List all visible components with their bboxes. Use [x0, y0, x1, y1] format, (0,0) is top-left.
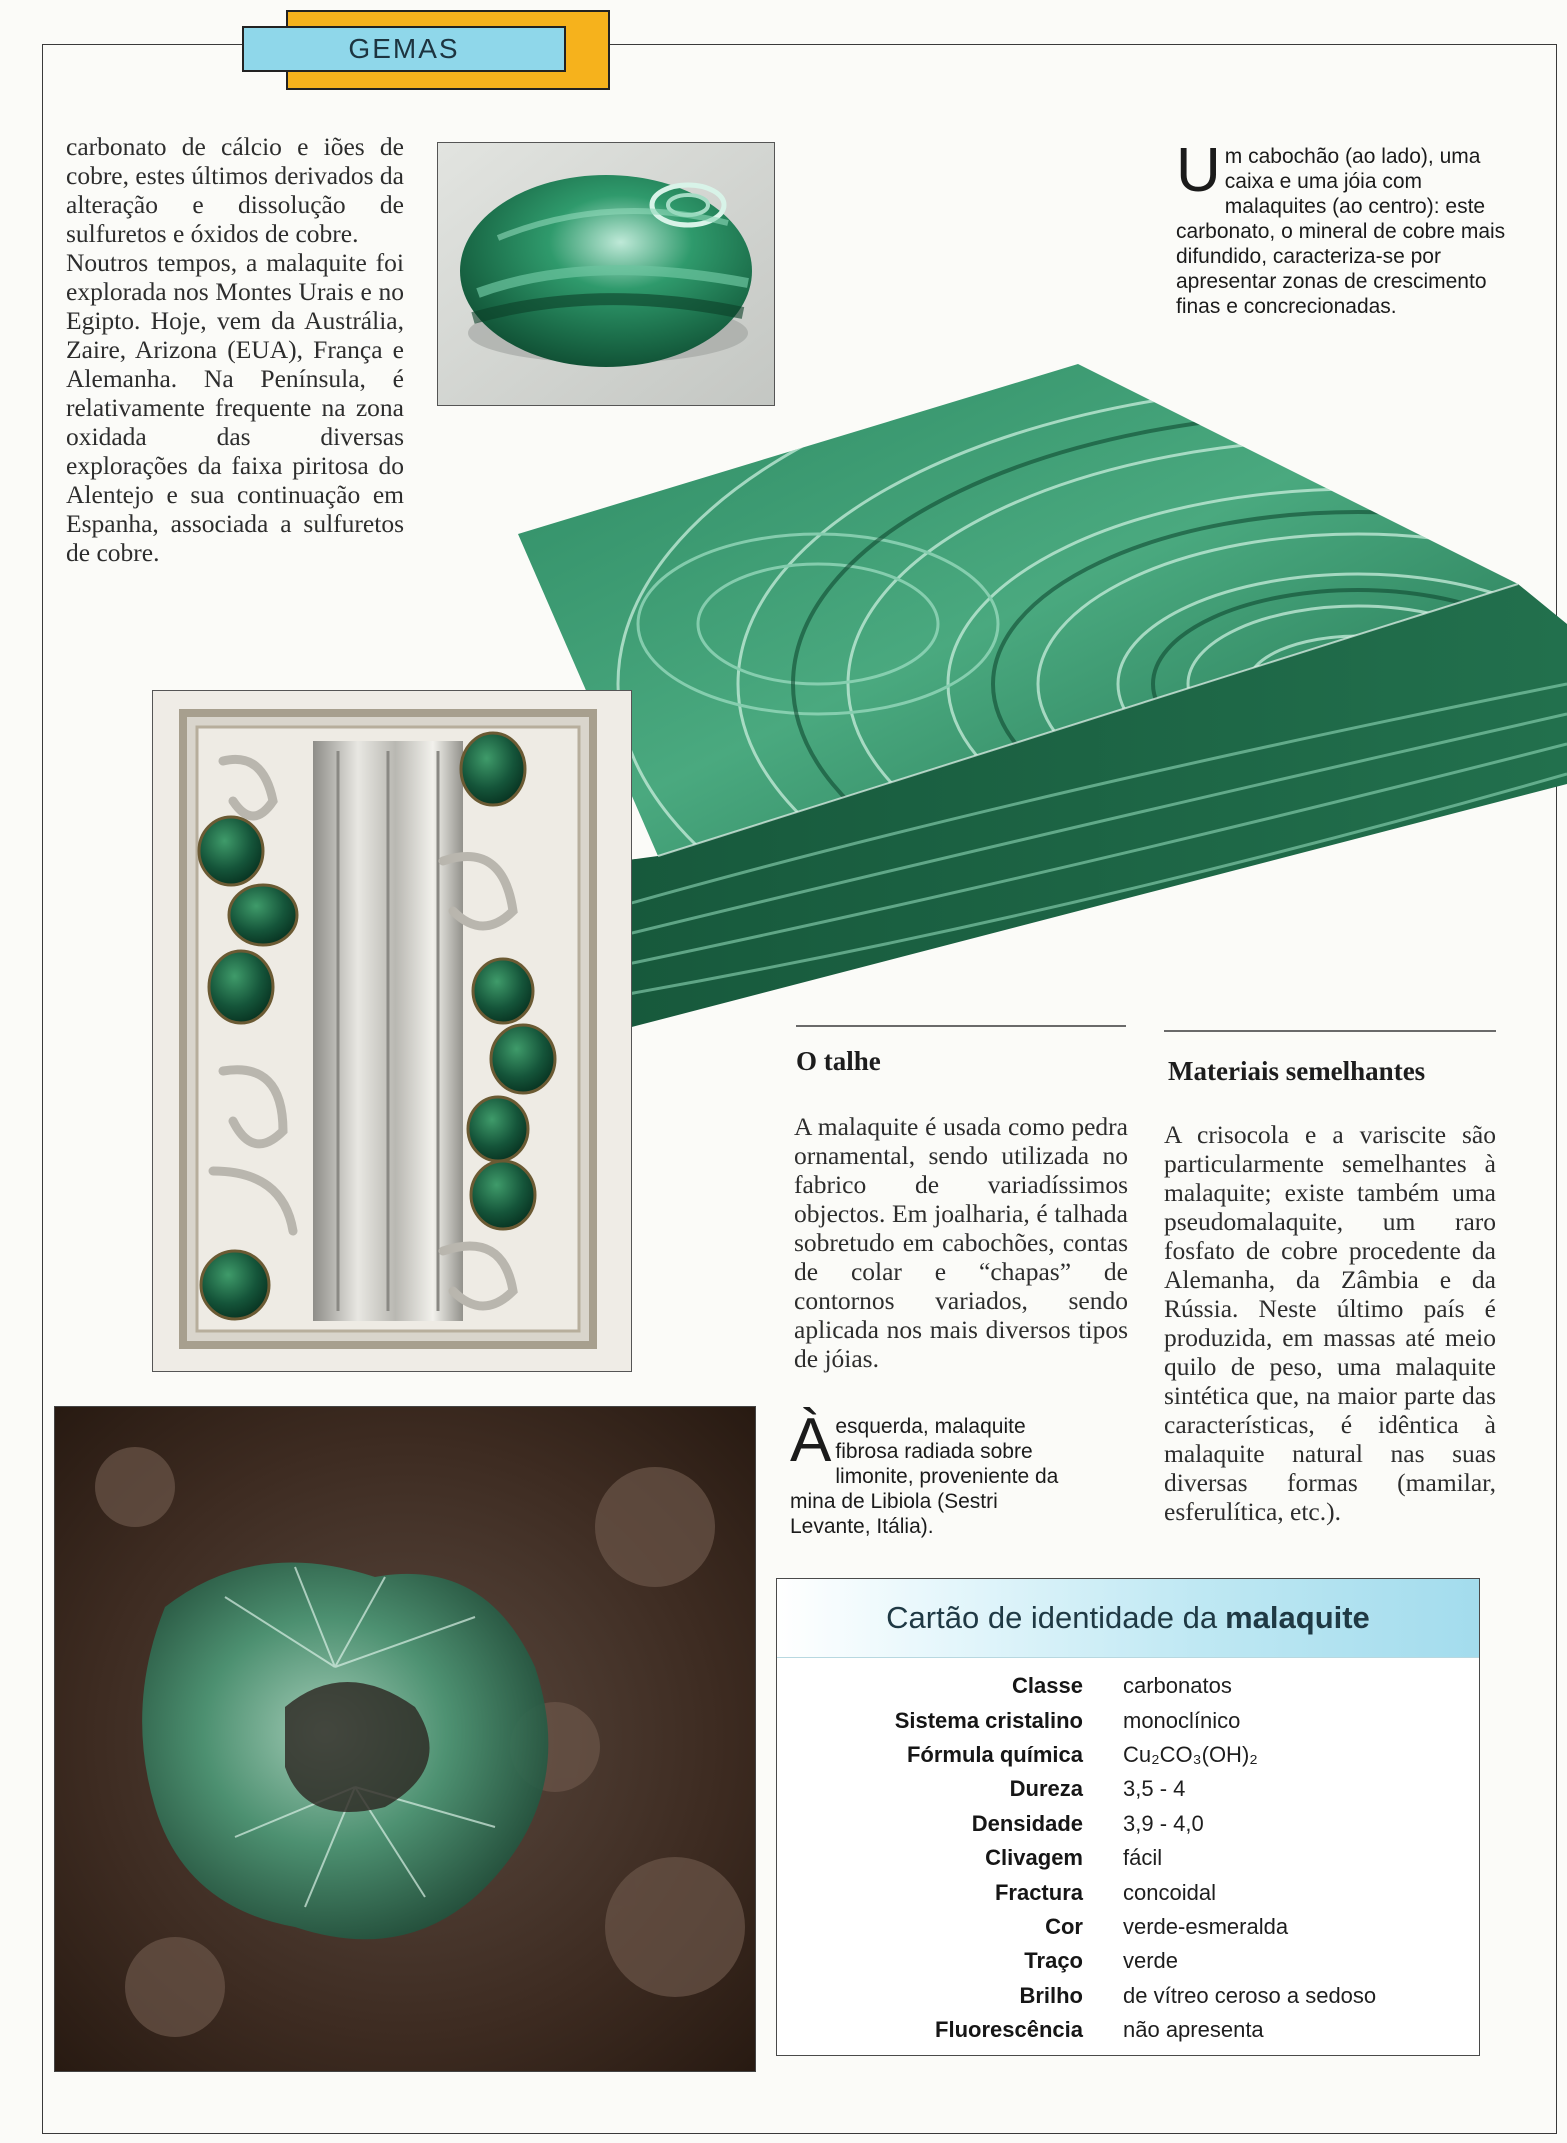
id-value: concoidal [1123, 1879, 1216, 1905]
id-row-classe [777, 1669, 1479, 1703]
materiais-heading: Materiais semelhantes [1168, 1056, 1426, 1086]
id-value: Cu₂CO₃(OH)₂ [1123, 1741, 1258, 1767]
left-paragraph-1: carbonato de cálcio e iões de cobre, estes últimos derivados da alteração e dissolução de sulfuretos e óxidos de cobre. [66, 132, 404, 248]
materiais-body: A crisocola e a variscite são particularmente semelhantes à malaquite; existe também uma pseudomalaquite, um raro fosfato de cobre procedente da Alemanha, da Zâmbia e da Rússia. Neste último país é produzida, em massas até meio quilo de peso, uma malaquite sintética que, na maior parte das características, é idêntica à malaquite natural nas suas diversas formas (mamilar, esferulítica, etc.). [1164, 1120, 1496, 1526]
id-row-formula [777, 1738, 1479, 1772]
id-row-sistema [777, 1703, 1479, 1737]
section-tab-label: GEMAS [348, 33, 460, 64]
id-label: Brilho [1019, 1982, 1083, 2008]
id-label: Traço [1024, 1948, 1083, 1974]
top-right-caption [1176, 136, 1506, 319]
id-row-cor [777, 1910, 1479, 1944]
section-tab [242, 26, 566, 72]
id-row-brilho [777, 1979, 1479, 2013]
id-row-fractura [777, 1875, 1479, 1909]
specimen-caption-dropcap: À [790, 1406, 832, 1475]
id-row-densidade [777, 1807, 1479, 1841]
talhe-rule [796, 1025, 1126, 1027]
caption-text: m cabochão (ao lado), uma caixa e uma jóia com malaquites (ao centro): este carbonato, o mineral de cobre mais difundido, caracteriza-se por apresentar zonas de crescimento finas e concrecionadas. [1176, 145, 1506, 318]
id-label: Fórmula química [906, 1741, 1083, 1767]
id-label: Dureza [1009, 1776, 1083, 1802]
identity-card-title [777, 1579, 1479, 1658]
caption-dropcap: U [1176, 136, 1221, 205]
id-value: de vítreo ceroso a sedoso [1123, 1982, 1377, 2008]
malachite-box-photo [518, 364, 1567, 1028]
id-value: não apresenta [1123, 2017, 1264, 2043]
identity-card-rows [777, 1669, 1479, 2047]
specimen-caption-text: esquerda, malaquite fibrosa radiada sobre limonite, proveniente da mina de Libiola (Sestri Levante, Itália). [790, 1415, 1059, 1538]
left-column-text [66, 132, 404, 567]
id-label: Cor [1045, 1913, 1083, 1939]
identity-card-title-prefix: Cartão de identidade da [886, 1600, 1218, 1635]
mineral-specimen-photo [54, 1406, 756, 2072]
talhe-body: A malaquite é usada como pedra ornamental, sendo utilizada no fabrico de variadíssimos objectos. Em joalharia, é talhada sobretudo em cabochões, contas de colar e “chapas” de contornos variados, sendo aplicada nos mais diversos tipos de jóias. [794, 1112, 1128, 1373]
identity-card-title-mineral: malaquite [1225, 1600, 1370, 1635]
id-label: Clivagem [985, 1845, 1083, 1871]
id-row-fluorescencia [777, 2013, 1479, 2047]
id-label: Classe [1012, 1673, 1083, 1699]
id-value: carbonatos [1123, 1673, 1232, 1699]
specimen-caption [790, 1406, 1070, 1539]
id-value: 3,5 - 4 [1123, 1776, 1186, 1802]
identity-card [776, 1578, 1480, 2056]
brooch-photo [152, 690, 632, 1372]
left-paragraph-2: Noutros tempos, a malaquite foi explorada nos Montes Urais e no Egipto. Hoje, vem da Austrália, Zaire, Arizona (EUA), França e Alemanha. Na Península, é relativamente frequente na zona oxidada das diversas explorações da faixa piritosa do Alentejo e sua continuação em Espanha, associada a sulfuretos de cobre. [66, 248, 404, 567]
id-row-dureza [777, 1772, 1479, 1806]
id-row-traco [777, 1944, 1479, 1978]
id-value: monoclínico [1123, 1707, 1241, 1733]
id-label: Sistema cristalino [894, 1707, 1083, 1733]
id-value: verde [1123, 1948, 1179, 1974]
id-label: Fluorescência [935, 2017, 1083, 2043]
id-value: fácil [1123, 1845, 1163, 1871]
id-value: verde-esmeralda [1123, 1913, 1289, 1939]
id-label: Fractura [994, 1879, 1083, 1905]
id-value: 3,9 - 4,0 [1123, 1810, 1204, 1836]
id-row-clivagem [777, 1841, 1479, 1875]
materiais-rule [1164, 1030, 1496, 1032]
id-label: Densidade [971, 1810, 1083, 1836]
talhe-heading: O talhe [796, 1046, 881, 1076]
